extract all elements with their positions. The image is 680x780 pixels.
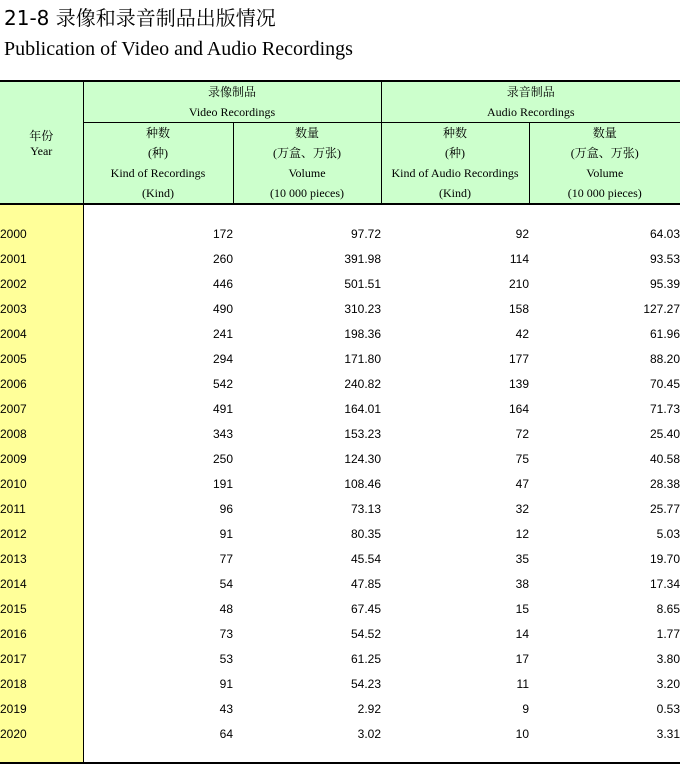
year-cell: 2008 bbox=[0, 421, 83, 446]
video-kind-cell: 294 bbox=[212, 351, 233, 366]
audio-kind-cell: 11 bbox=[516, 676, 530, 691]
video-volume-cell: 164.01 bbox=[344, 401, 382, 416]
spacer-cell bbox=[529, 204, 680, 221]
video-kind-cell: 48 bbox=[219, 601, 233, 616]
audio-kind-cell: 210 bbox=[508, 276, 530, 291]
audio-volume-cell: 70.45 bbox=[649, 376, 680, 391]
table-row bbox=[0, 446, 680, 471]
video-kind-cell: 542 bbox=[212, 376, 233, 391]
year-cell: 2003 bbox=[0, 296, 83, 321]
audio-kind-cell: 114 bbox=[509, 251, 530, 266]
audio-kind-cell: 12 bbox=[515, 526, 530, 541]
video-volume-cell: 153.23 bbox=[344, 426, 382, 441]
table-row bbox=[0, 596, 680, 621]
year-cell: 2000 bbox=[0, 221, 83, 246]
video-kind-cell: 43 bbox=[219, 701, 233, 716]
video-volume-cell: 310.23 bbox=[344, 301, 382, 316]
video-kind-unit-cn: (种) bbox=[148, 146, 168, 160]
video-volume-header bbox=[233, 123, 381, 205]
audio-kind-cell: 17 bbox=[515, 651, 530, 666]
video-volume-cell: 391.98 bbox=[344, 251, 382, 266]
tail-cell bbox=[0, 746, 83, 763]
audio-volume-cell: 88.20 bbox=[649, 351, 680, 366]
video-kind-cell: 172 bbox=[212, 226, 233, 241]
video-kind-cell: 77 bbox=[219, 551, 233, 566]
table-row bbox=[0, 496, 680, 521]
video-kind-cell: 446 bbox=[212, 276, 233, 291]
video-volume-cell: 124.30 bbox=[344, 451, 382, 466]
video-kind-cell: 91 bbox=[219, 526, 233, 541]
video-volume-cell: 3.02 bbox=[357, 726, 382, 741]
audio-kind-cell: 177 bbox=[508, 351, 530, 366]
video-kind-cell: 191 bbox=[212, 476, 233, 491]
audio-volume-cell: 40.58 bbox=[649, 451, 680, 466]
table-row bbox=[0, 371, 680, 396]
audio-volume-cell: 127.27 bbox=[643, 301, 680, 316]
audio-group-en: Audio Recordings bbox=[486, 105, 575, 119]
audio-volume-cell: 1.77 bbox=[656, 626, 680, 641]
video-kind-cell: 250 bbox=[212, 451, 233, 466]
table-title-chinese: 21-8 录像和录音制品出版情况 bbox=[4, 6, 276, 30]
audio-volume-cell: 95.39 bbox=[649, 276, 680, 291]
video-group-header bbox=[83, 81, 381, 123]
table-row bbox=[0, 346, 680, 371]
audio-volume-unit-cn: (万盒、万张) bbox=[570, 146, 639, 160]
video-volume-cell: 240.82 bbox=[344, 376, 382, 391]
audio-kind-cell: 47 bbox=[515, 476, 530, 491]
audio-kind-cell: 72 bbox=[515, 426, 530, 441]
year-cell: 2015 bbox=[0, 596, 83, 621]
audio-kind-unit-en: (Kind) bbox=[439, 186, 472, 200]
audio-volume-en: Volume bbox=[586, 166, 624, 180]
table-row bbox=[0, 221, 680, 246]
audio-volume-cell: 3.31 bbox=[656, 726, 680, 741]
table-row bbox=[0, 296, 680, 321]
table-row bbox=[0, 671, 680, 696]
video-volume-cell: 80.35 bbox=[350, 526, 382, 541]
audio-kind-cn: 种数 bbox=[443, 126, 468, 140]
year-header-en: Year bbox=[30, 143, 53, 158]
audio-volume-cell: 71.73 bbox=[649, 401, 680, 416]
year-cell: 2006 bbox=[0, 371, 83, 396]
video-kind-cell: 96 bbox=[219, 501, 233, 516]
video-group-cn: 录像制品 bbox=[208, 85, 257, 99]
video-volume-cell: 171.80 bbox=[344, 351, 382, 366]
video-volume-cell: 54.52 bbox=[350, 626, 382, 641]
tail-cell bbox=[381, 746, 529, 763]
table-bottom-rule bbox=[0, 746, 680, 763]
video-volume-cell: 97.72 bbox=[350, 226, 382, 241]
audio-kind-cell: 92 bbox=[515, 226, 530, 241]
table-row bbox=[0, 646, 680, 671]
video-group-en: Video Recordings bbox=[188, 105, 276, 119]
video-kind-cell: 53 bbox=[219, 651, 233, 666]
audio-volume-cell: 19.70 bbox=[649, 551, 680, 566]
statistics-table-container bbox=[0, 80, 680, 763]
table-row bbox=[0, 246, 680, 271]
video-volume-cell: 73.13 bbox=[350, 501, 382, 516]
video-volume-unit-cn: (万盒、万张) bbox=[273, 146, 341, 160]
audio-volume-header bbox=[529, 123, 680, 205]
audio-volume-unit-en: (10 000 pieces) bbox=[567, 186, 642, 200]
video-kind-en: Kind of Recordings bbox=[110, 166, 206, 180]
audio-volume-cell: 64.03 bbox=[649, 226, 680, 241]
year-header-cn: 年份 bbox=[29, 128, 54, 143]
video-kind-cn: 种数 bbox=[145, 126, 170, 140]
video-kind-cell: 73 bbox=[219, 626, 233, 641]
audio-group-header bbox=[381, 81, 680, 123]
year-cell: 2018 bbox=[0, 671, 83, 696]
audio-kind-unit-cn: (种) bbox=[445, 146, 466, 160]
table-row bbox=[0, 521, 680, 546]
year-cell: 2002 bbox=[0, 271, 83, 296]
audio-kind-cell: 158 bbox=[508, 301, 530, 316]
year-cell: 2019 bbox=[0, 696, 83, 721]
audio-kind-cell: 38 bbox=[515, 576, 530, 591]
year-cell: 2020 bbox=[0, 721, 83, 746]
year-cell: 2009 bbox=[0, 446, 83, 471]
video-kind-cell: 490 bbox=[212, 301, 233, 316]
audio-kind-en: Kind of Audio Recordings bbox=[391, 166, 519, 180]
audio-volume-cell: 8.65 bbox=[656, 601, 680, 616]
table-row bbox=[0, 571, 680, 596]
table-row bbox=[0, 396, 680, 421]
table-row bbox=[0, 421, 680, 446]
audio-group-cn: 录音制品 bbox=[506, 85, 555, 99]
spacer-year-cell bbox=[0, 204, 83, 221]
video-kind-cell: 241 bbox=[212, 326, 233, 341]
year-cell: 2011 bbox=[0, 496, 83, 521]
audio-volume-cell: 0.53 bbox=[656, 701, 680, 716]
video-volume-cell: 501.51 bbox=[344, 276, 382, 291]
video-volume-cell: 45.54 bbox=[350, 551, 382, 566]
audio-kind-cell: 32 bbox=[515, 501, 530, 516]
table-row bbox=[0, 621, 680, 646]
tail-cell bbox=[529, 746, 680, 763]
video-kind-cell: 260 bbox=[212, 251, 233, 266]
audio-volume-cell: 61.96 bbox=[649, 326, 680, 341]
audio-volume-cell: 5.03 bbox=[656, 526, 680, 541]
table-row bbox=[0, 471, 680, 496]
spacer-cell bbox=[233, 204, 381, 221]
year-header bbox=[0, 81, 83, 204]
table-title-english: Publication of Video and Audio Recordings bbox=[4, 38, 353, 60]
video-kind-cell: 343 bbox=[212, 426, 233, 441]
video-volume-cell: 47.85 bbox=[350, 576, 382, 591]
video-volume-cell: 67.45 bbox=[350, 601, 382, 616]
recordings-table bbox=[0, 80, 680, 764]
table-row bbox=[0, 696, 680, 721]
year-cell: 2001 bbox=[0, 246, 83, 271]
audio-volume-cell: 25.77 bbox=[649, 501, 680, 516]
video-volume-cn: 数量 bbox=[295, 126, 320, 140]
video-volume-cell: 61.25 bbox=[350, 651, 382, 666]
table-row bbox=[0, 721, 680, 746]
year-cell: 2010 bbox=[0, 471, 83, 496]
audio-volume-cell: 28.38 bbox=[649, 476, 680, 491]
video-kind-header bbox=[83, 123, 233, 205]
spacer-cell bbox=[83, 204, 233, 221]
table-row bbox=[0, 271, 680, 296]
video-volume-unit-en: (10 000 pieces) bbox=[270, 186, 344, 200]
year-cell: 2004 bbox=[0, 321, 83, 346]
video-kind-unit-en: (Kind) bbox=[142, 186, 174, 200]
audio-kind-cell: 9 bbox=[522, 701, 530, 716]
audio-kind-header bbox=[381, 123, 529, 205]
audio-kind-cell: 14 bbox=[515, 626, 530, 641]
audio-volume-cell: 93.53 bbox=[649, 251, 680, 266]
audio-kind-cell: 75 bbox=[515, 451, 530, 466]
table-row bbox=[0, 546, 680, 571]
video-kind-cell: 54 bbox=[219, 576, 233, 591]
audio-kind-cell: 15 bbox=[515, 601, 530, 616]
audio-kind-cell: 10 bbox=[515, 726, 530, 741]
video-kind-cell: 64 bbox=[219, 726, 233, 741]
video-volume-cell: 2.92 bbox=[357, 701, 382, 716]
video-volume-cell: 198.36 bbox=[344, 326, 382, 341]
video-volume-en: Volume bbox=[288, 166, 326, 180]
year-cell: 2016 bbox=[0, 621, 83, 646]
audio-volume-cell: 3.80 bbox=[656, 651, 680, 666]
year-cell: 2014 bbox=[0, 571, 83, 596]
video-volume-cell: 108.46 bbox=[344, 476, 382, 491]
audio-volume-cn: 数量 bbox=[592, 126, 617, 140]
year-cell: 2007 bbox=[0, 396, 83, 421]
audio-kind-cell: 164 bbox=[508, 401, 530, 416]
year-cell: 2005 bbox=[0, 346, 83, 371]
audio-volume-cell: 3.20 bbox=[656, 676, 680, 691]
header-row-group bbox=[0, 81, 680, 123]
year-cell: 2013 bbox=[0, 546, 83, 571]
tail-cell bbox=[83, 746, 233, 763]
audio-volume-cell: 17.34 bbox=[649, 576, 680, 591]
video-volume-cell: 54.23 bbox=[350, 676, 382, 691]
tail-cell bbox=[233, 746, 381, 763]
audio-kind-cell: 139 bbox=[508, 376, 530, 391]
audio-volume-cell: 25.40 bbox=[649, 426, 680, 441]
year-cell: 2017 bbox=[0, 646, 83, 671]
table-row bbox=[0, 321, 680, 346]
spacer-cell bbox=[381, 204, 529, 221]
video-kind-cell: 91 bbox=[219, 676, 233, 691]
audio-kind-cell: 42 bbox=[515, 326, 530, 341]
header-row-columns bbox=[0, 123, 680, 205]
video-kind-cell: 491 bbox=[212, 401, 233, 416]
audio-kind-cell: 35 bbox=[515, 551, 530, 566]
year-cell: 2012 bbox=[0, 521, 83, 546]
spacer-row bbox=[0, 204, 680, 221]
